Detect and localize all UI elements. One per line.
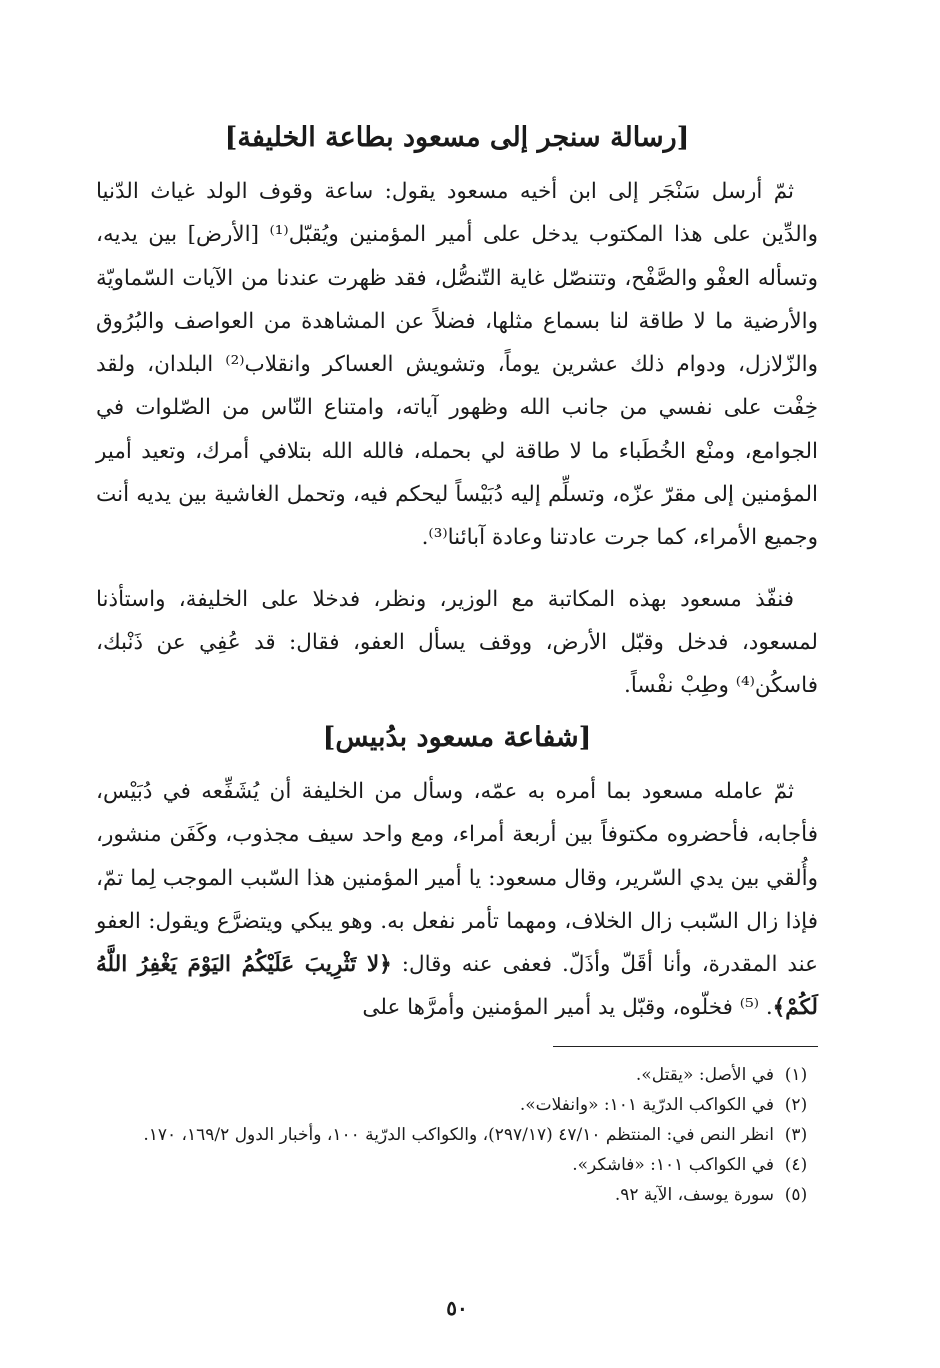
footnote-number: (٥) xyxy=(784,1185,808,1205)
footnote-text: في الكواكب الدرّية ١٠١: «وانفلات». xyxy=(519,1095,774,1115)
section-heading-dubays-intercession: [شفاعة مسعود بدُبيس] xyxy=(322,722,592,753)
footnote-text: سورة يوسف، الآية ٩٢. xyxy=(614,1185,774,1205)
section-body-dubays-intercession xyxy=(96,770,818,1048)
footnotes xyxy=(96,1060,818,1210)
page-number: ٥٠ xyxy=(446,1296,468,1320)
section-heading-sanjar-letter: [رسالة سنجر إلى مسعود بطاعة الخليفة] xyxy=(224,122,690,153)
footnote-number: (٢) xyxy=(784,1095,808,1115)
paragraph-text: ثمّ عامله مسعود بما أمره به عمّه، وسأل من الخليفة أن يُشَفِّعه في دُبَيْس، فأجابه، فأحضروه مكتوفاً بين أربعة أمراء، ومع واحد سيف مجذوب، وكَفَن منشور، وأُلقي بين يدي السّرير، وقال مسعود: يا أمير المؤمنين هذا السّبب الموجب لِما تمّ، فإذا زال السّبب زال الخلاف، ومهما تأمر نفعل به. وهو يبكي ويتضرَّع ويقول: العفو عند المقدرة، وأنا أقَلّ وأذَلّ. فعفى عنه وقال: xyxy=(96,779,819,978)
paragraph: فنفّذ مسعود بهذه المكاتبة مع الوزير، ونظر، فدخلا على الخليفة، واستأذنا لمسعود، فدخل وقبّل الأرض، ووقف يسأل العفو، فقال: قد عُفِي عن ذَنْبك، فاسكُن⁽⁴⁾ وطِبْ نفْساً. xyxy=(96,586,818,699)
footnote xyxy=(96,1180,818,1210)
footnote-text: في الأصل: «يقتل». xyxy=(635,1065,774,1085)
footnote xyxy=(96,1120,818,1150)
footnote-text: انظر النص في: المنتظم ٤٧/١٠ (٢٩٧/١٧)، والكواكب الدرّية ١٠٠، وأخبار الدول ١٦٩/٢، ١٧٠. xyxy=(143,1125,774,1145)
paragraph-text: . ⁽⁵⁾ فخلّوه، وقبّل يد أمير المؤمنين وأمرَّها على xyxy=(362,995,773,1021)
footnote-separator xyxy=(553,1046,818,1047)
footnote xyxy=(96,1090,818,1120)
section-body-sanjar-letter xyxy=(96,170,818,726)
quran-verse: ﴿لا تَثْرِيبَ عَلَيْكُمُ اليَوْمَ يَغْفِرُ اللَّهُ لَكُمْ﴾ xyxy=(96,952,818,1021)
paragraph xyxy=(96,770,818,1030)
footnote xyxy=(96,1060,818,1090)
footnote-number: (٣) xyxy=(784,1125,808,1145)
paragraph: ثمّ أرسل سَنْجَر إلى ابن أخيه مسعود يقول: ساعة وقوف الولد غياث الدّنيا والدِّين على هذا المكتوب يدخل على أمير المؤمنين ويُقبّل⁽¹⁾ [الأرض] بين يديه، وتسأله العفْو والصَّفْح، وتتنصّل غاية التّنصُّل، فقد ظهرت عندنا من الآيات السّماويّة والأرضية ما لا طاقة لنا بسماع مثلها، فضلاً عن المشاهدة من العواصف والبُرُوق والزّلازل، ودوام ذلك عشرين يوماً، وتشويش العساكر وانقلاب⁽²⁾ البلدان، ولقد خِفْت على نفسي من جانب الله وظهور آياته، وامتناع النّاس من الصّلوات في الجوامع، ومنْع الخُطَباء ما لا طاقة لي بحمله، فالله الله بتلافي أمرك، وتعيد أمير المؤمنين إلى مقرّ عزّه، وتسلِّم إليه دُبَيْساً ليحكم فيه، وتحمل الغاشية بين يديه أنت وجميع الأمراء، كما جرت عادتنا وعادة آبائنا⁽³⁾. xyxy=(96,179,819,551)
footnote xyxy=(96,1150,818,1180)
footnote-text: في الكواكب ١٠١: «فاشكر». xyxy=(572,1155,774,1175)
footnote-number: (١) xyxy=(784,1065,808,1085)
footnote-number: (٤) xyxy=(784,1155,808,1175)
